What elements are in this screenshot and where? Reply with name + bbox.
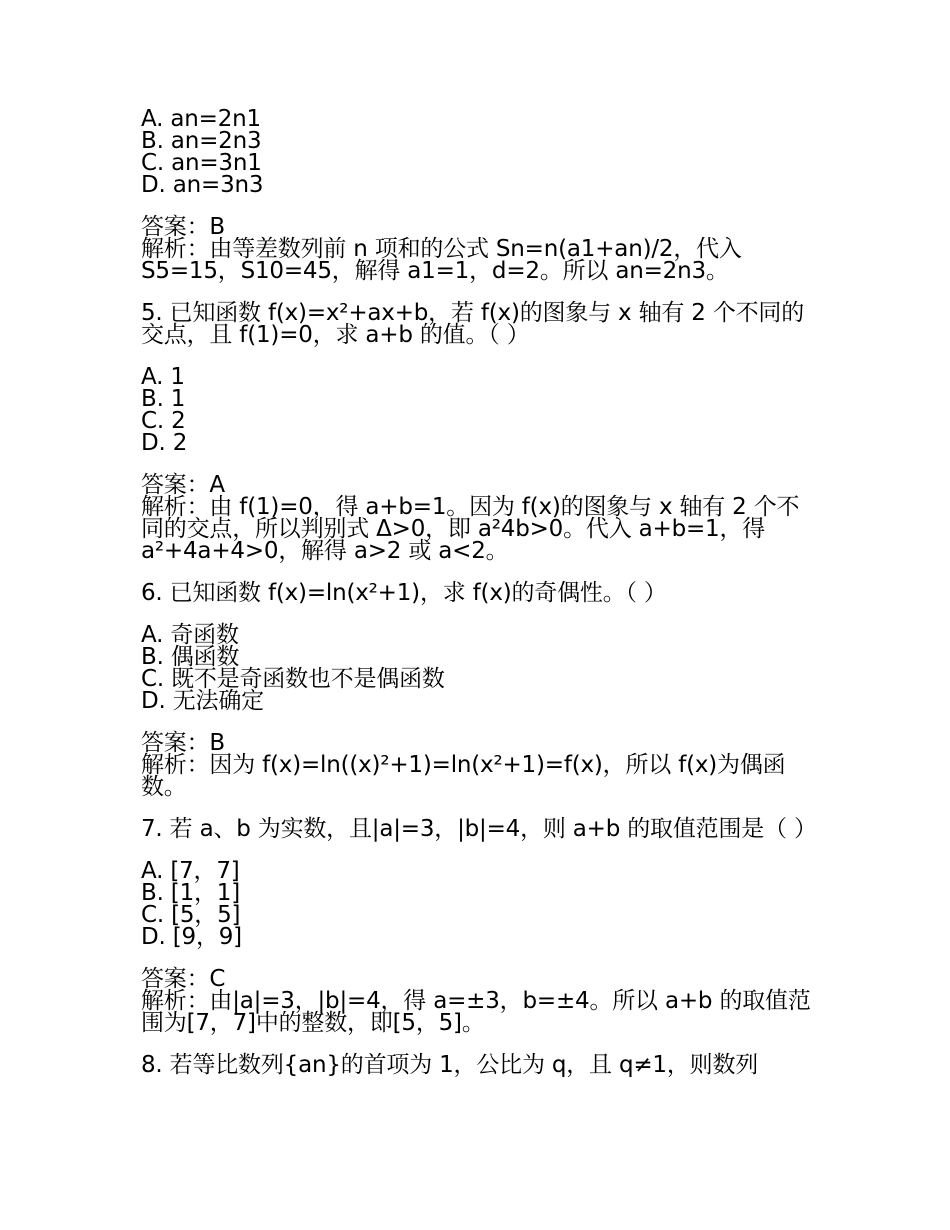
analysis: 解析：由等差数列前 n 项和的公式 Sn=n(a1+an)/2，代入 S5=15，S10=45，解得 a1=1，d=2。所以 an=2n3。 — [141, 236, 749, 284]
answer: 答案：B — [141, 214, 225, 240]
question-text: 8. 若等比数列{an}的首项为 1，公比为 q，且 q≠1，则数列 — [141, 1052, 759, 1078]
question-text: 7. 若 a、b 为实数，且|a|=3，|b|=4，则 a+b 的取值范围是（ ） — [141, 816, 817, 842]
option-a: A. 1 — [141, 364, 185, 390]
option-b: B. an=2n3 — [141, 128, 262, 154]
answer: 答案：B — [141, 730, 225, 756]
option-b: B. 偶函数 — [141, 644, 240, 670]
analysis: 解析：由 f(1)=0，得 a+b=1。因为 f(x)的图象与 x 轴有 2 个不同的交点，所以判别式 Δ>0，即 a²4b>0。代入 a+b=1，得 a²+4a+4>0，解得 a>2 或 a<2。 — [141, 494, 800, 564]
answer: 答案：A — [141, 472, 225, 498]
document-page — [141, 108, 821, 1076]
question-5-block — [141, 302, 821, 562]
option-c: C. [5，5] — [141, 902, 241, 928]
option-c: C. 既不是奇函数也不是偶函数 — [141, 666, 445, 692]
option-a: A. 奇函数 — [141, 622, 239, 648]
question-text: 6. 已知函数 f(x)=ln(x²+1)，求 f(x)的奇偶性。（ ） — [141, 580, 667, 606]
option-c: C. an=3n1 — [141, 150, 262, 176]
option-c: C. 2 — [141, 408, 186, 434]
option-b: B. [1，1] — [141, 880, 241, 906]
question-8-block — [141, 1054, 821, 1076]
option-a: A. [7，7] — [141, 858, 240, 884]
analysis: 解析：因为 f(x)=ln((x)²+1)=ln(x²+1)=f(x)，所以 f(x)为偶函数。 — [141, 752, 786, 800]
analysis: 解析：由|a|=3，|b|=4，得 a=±3，b=±4。所以 a+b 的取值范围为[7，7]中的整数，即[5，5]。 — [141, 988, 811, 1036]
option-d: D. 无法确定 — [141, 688, 264, 714]
question-4-block — [141, 108, 821, 282]
option-a: A. an=2n1 — [141, 106, 261, 132]
option-d: D. an=3n3 — [141, 172, 264, 198]
option-b: B. 1 — [141, 386, 186, 412]
answer: 答案：C — [141, 966, 226, 992]
question-6-block — [141, 582, 821, 798]
option-d: D. 2 — [141, 430, 188, 456]
option-d: D. [9，9] — [141, 924, 242, 950]
question-text: 5. 已知函数 f(x)=x²+ax+b，若 f(x)的图象与 x 轴有 2 个不同的交点，且 f(1)=0，求 a+b 的值。（ ） — [141, 300, 805, 348]
question-7-block — [141, 818, 821, 1034]
